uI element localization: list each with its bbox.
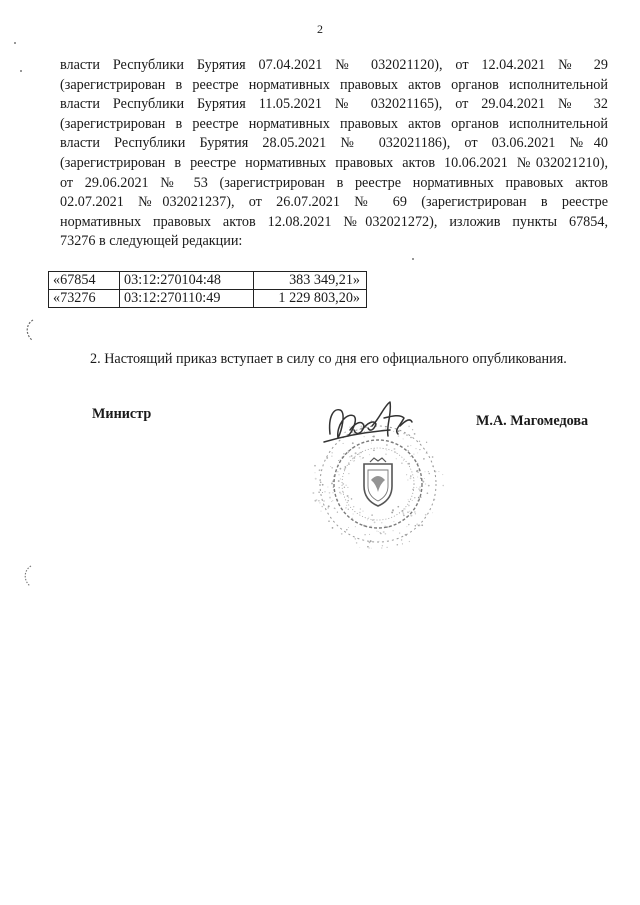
seal-dot (332, 527, 334, 529)
margin-mark-icon (20, 564, 34, 588)
signer-title: Министр (92, 406, 152, 422)
seal-dot (432, 512, 433, 513)
seal-dot (322, 492, 323, 493)
body-line: (зарегистрирован в реестре нормативных правовых актов органов исполнительной (60, 115, 608, 132)
seal-dot (428, 485, 430, 487)
body-line: 73276 в следующей редакции: (60, 233, 243, 250)
seal-dot (403, 513, 405, 515)
seal-dot (410, 437, 411, 438)
seal-dot (403, 438, 404, 439)
seal-dot (315, 472, 316, 473)
seal-dot (320, 481, 322, 483)
seal-dot (377, 531, 378, 532)
seal-dot (355, 526, 356, 527)
seal-dot (327, 487, 328, 488)
seal-dot (360, 459, 361, 460)
seal-dot (368, 517, 369, 518)
seal-dot (348, 509, 349, 510)
seal-dot (345, 507, 347, 509)
seal-dot (339, 487, 340, 488)
body-line: от 29.06.2021 № 53 (зарегистрирован в реестре нормативных правовых актов (60, 174, 608, 191)
margin-dot (20, 70, 22, 72)
seal-dot (442, 474, 443, 475)
seal-dot (391, 511, 393, 513)
cadastral-table (48, 271, 367, 308)
seal-dot (386, 547, 387, 548)
seal-dot (331, 452, 333, 454)
seal-dot (408, 499, 409, 500)
seal-dot (399, 533, 400, 534)
table-cell-value: 1 229 803,20» (254, 290, 367, 308)
seal-dot (331, 482, 333, 484)
seal-dot (316, 499, 318, 501)
seal-dot (386, 444, 388, 446)
seal-dot (419, 486, 421, 488)
table-cell-item: «67854 (49, 272, 120, 290)
seal-dot (415, 525, 417, 527)
seal-dot (381, 522, 382, 523)
seal-dot (315, 478, 317, 480)
seal-dot (362, 457, 363, 458)
seal-dot (346, 529, 347, 530)
seal-dot (327, 507, 329, 509)
seal-dot (413, 453, 414, 454)
seal-dot (338, 474, 339, 475)
seal-dot (338, 460, 339, 461)
seal-dot (369, 454, 370, 455)
seal-dot (432, 456, 434, 458)
seal-dot (368, 547, 369, 548)
seal-dot (410, 515, 412, 517)
seal-dot (341, 533, 343, 535)
seal-dot (423, 458, 425, 460)
seal-dot (371, 420, 372, 421)
body-line: власти Республики Бурятия 07.04.2021 № 032021120), от 12.04.2021 № 29 (60, 57, 608, 73)
seal-dot (355, 452, 357, 454)
table-row (49, 272, 367, 290)
seal-dot (321, 511, 322, 512)
seal-dot (356, 542, 358, 544)
seal-dot (398, 435, 399, 436)
seal-dot (344, 456, 345, 457)
seal-dot (346, 505, 347, 506)
seal-dot (371, 443, 372, 444)
seal-dot (353, 506, 354, 507)
clause-2: 2. Настоящий приказ вступает в силу со дня его официального опубликования. (90, 351, 567, 367)
seal-dot (382, 545, 383, 546)
seal-dot (338, 480, 340, 482)
body-line: власти Республики Бурятия 28.05.2021 № 032021186), от 03.06.2021 №40 (60, 135, 608, 152)
seal-dot (322, 484, 324, 486)
seal-dot (425, 514, 427, 516)
seal-dot (371, 548, 372, 549)
seal-dot (422, 481, 424, 483)
body-line: (зарегистрирован в реестре нормативных правовых актов органов исполнительной (60, 76, 608, 93)
seal-dot (367, 520, 368, 521)
seal-dot (385, 427, 387, 429)
seal-dot (373, 436, 375, 438)
seal-dot (416, 487, 417, 488)
seal-dot (354, 460, 355, 461)
seal-dot (426, 442, 427, 443)
coat-of-arms-icon (364, 458, 392, 506)
seal-dot (359, 547, 360, 548)
seal-dot (322, 506, 323, 507)
seal-dot (358, 453, 360, 455)
seal-icon (300, 396, 480, 556)
seal-dot (355, 538, 356, 539)
seal-dot (419, 449, 420, 450)
seal-dot (393, 431, 394, 432)
seal-dot (347, 487, 348, 488)
seal-dot (429, 473, 430, 474)
seal-dot (359, 512, 361, 514)
seal-dot (418, 488, 420, 490)
seal-dot (332, 500, 333, 501)
seal-dot (397, 544, 399, 546)
seal-dot (385, 454, 386, 455)
seal-dot (328, 505, 330, 507)
seal-dot (344, 466, 346, 468)
seal-dot (348, 473, 349, 474)
seal-dot (359, 456, 360, 457)
seal-dot (408, 450, 409, 451)
seal-dot (347, 500, 349, 502)
seal-dot (337, 511, 338, 512)
seal-dot (403, 460, 404, 461)
seal-dot (419, 489, 420, 490)
seal-dot (340, 468, 342, 470)
seal-dot (424, 478, 425, 479)
seal-dot (312, 492, 314, 494)
seal-dot (318, 500, 320, 502)
seal-dot (406, 434, 408, 436)
seal-dot (347, 495, 349, 497)
seal-dot (425, 483, 426, 484)
seal-dot (353, 513, 354, 514)
seal-dot (364, 431, 365, 432)
seal-dot (410, 477, 412, 479)
seal-dot (351, 498, 353, 500)
seal-dot (344, 432, 345, 433)
seal-dot (426, 451, 427, 452)
seal-dot (396, 458, 397, 459)
seal-dot (348, 527, 349, 528)
seal-dot (369, 534, 370, 535)
seal-dot (398, 430, 400, 432)
seal-dot (378, 531, 379, 532)
body-line: нормативных правовых актов 12.08.2021 №032021272), изложив пункты 67854, (60, 213, 608, 230)
seal-dot (380, 533, 382, 535)
page-number: 2 (317, 22, 323, 36)
seal-dot (349, 427, 350, 428)
seal-dot (416, 448, 417, 449)
seal-dot (364, 436, 365, 437)
seal-dot (405, 508, 406, 509)
seal-dot (438, 471, 439, 472)
seal-dot (331, 501, 332, 502)
seal-dot (385, 525, 386, 526)
seal-dot (410, 475, 411, 476)
seal-dot (421, 524, 423, 526)
seal-dot (383, 531, 385, 533)
seal-dot (410, 456, 411, 457)
seal-dot (324, 491, 325, 492)
seal-dot (373, 449, 375, 451)
table-cell-item: «73276 (49, 290, 120, 308)
seal-dot (412, 500, 413, 501)
seal-dot (337, 471, 338, 472)
seal-dot (353, 461, 354, 462)
seal-dot (417, 472, 418, 473)
seal-dot (412, 429, 413, 430)
seal-dot (403, 515, 405, 517)
seal-dot (326, 457, 328, 459)
seal-dot (425, 471, 426, 472)
seal-dot (331, 456, 332, 457)
seal-dot (406, 474, 407, 475)
seal-dot (367, 546, 369, 548)
seal-dot (381, 547, 382, 548)
seal-dot (442, 485, 444, 487)
seal-dot (372, 519, 374, 521)
seal-dot (343, 443, 344, 444)
seal-dot (318, 492, 319, 493)
seal-dot (358, 447, 360, 449)
seal-dot (395, 451, 396, 452)
seal-dot (402, 543, 403, 544)
seal-dot (408, 505, 410, 507)
seal-dot (344, 468, 346, 470)
seal-dot (408, 463, 410, 465)
seal-dot (427, 492, 429, 494)
seal-dot (353, 457, 355, 459)
seal-dot (340, 478, 341, 479)
seal-dot (374, 522, 376, 524)
table-cell-value: 383 349,21» (254, 272, 367, 290)
seal-dot (342, 483, 344, 485)
seal-dot (393, 521, 394, 522)
body-line: 02.07.2021 №032021237), от 26.07.2021 № 69 (зарегистрирован в реестре (60, 194, 608, 211)
seal-dot (414, 497, 415, 498)
seal-dot (352, 442, 354, 444)
seal-dot (339, 492, 341, 494)
seal-dot (403, 433, 404, 434)
seal-dot (407, 512, 408, 513)
seal-dot (323, 500, 324, 501)
seal-dot (419, 490, 421, 492)
table-cell-cadastral-number: 03:12:270110:49 (120, 290, 254, 308)
seal-dot (333, 476, 334, 477)
seal-dot (386, 450, 387, 451)
seal-dot (349, 456, 350, 457)
seal-dot (360, 426, 362, 428)
seal-dot (401, 539, 402, 540)
seal-dot (363, 511, 364, 512)
seal-dot (352, 460, 353, 461)
seal-dot (393, 530, 394, 531)
seal-dot (335, 508, 336, 509)
seal-dot (340, 493, 341, 494)
seal-dot (344, 487, 345, 488)
seal-dot (406, 526, 407, 527)
seal-dot (428, 471, 429, 472)
table-cell-cadastral-number: 03:12:270104:48 (120, 272, 254, 290)
body-paragraph (60, 56, 608, 252)
seal-dot (414, 511, 416, 513)
seal-dot (352, 518, 353, 519)
margin-dot (412, 258, 414, 260)
seal-dot (409, 541, 410, 542)
seal-dot (314, 465, 316, 467)
seal-dot (319, 502, 320, 503)
seal-dot (414, 433, 416, 435)
seal-dot (331, 467, 333, 469)
body-line: (зарегистрирован в реестре нормативных правовых актов 10.06.2021 №032021210), (60, 154, 608, 171)
seal-dot (346, 485, 347, 486)
seal-dot (364, 534, 365, 535)
seal-dot (410, 445, 411, 446)
seal-dot (416, 523, 418, 525)
margin-dot (14, 42, 16, 44)
seal-dot (397, 506, 399, 508)
seal-dot (409, 511, 410, 512)
seal-dot (345, 432, 346, 433)
seal-dot (330, 466, 331, 467)
seal-dot (328, 520, 330, 522)
seal-dot (319, 470, 320, 471)
seal-dot (419, 441, 420, 442)
seal-dot (407, 445, 409, 447)
signer-name: М.А. Магомедова (476, 413, 589, 429)
seal-dot (408, 426, 410, 428)
seal-dot (360, 508, 361, 509)
seal-dot (408, 524, 409, 525)
seal-dot (394, 448, 396, 450)
seal-dot (415, 513, 416, 514)
seal-dot (385, 533, 387, 535)
seal-dot (370, 526, 371, 527)
seal-dot (329, 492, 331, 494)
seal-dot (329, 497, 331, 499)
seal-dot (417, 470, 419, 472)
body-line: власти Республики Бурятия 11.05.2021 № 032021165), от 29.04.2021 № 32 (60, 96, 608, 113)
seal-dot (360, 452, 361, 453)
seal-dot (407, 480, 408, 481)
table-row (49, 290, 367, 308)
seal-dot (351, 455, 353, 457)
seal-dot (348, 463, 350, 465)
margin-mark-icon (22, 318, 36, 342)
seal-dot (417, 477, 418, 478)
seal-dot (401, 462, 403, 464)
seal-dot (348, 497, 349, 498)
seal-dot (343, 453, 344, 454)
seal-dot (417, 452, 418, 453)
seal-dot (371, 514, 373, 516)
seal-dot (392, 509, 394, 511)
seal-dot (418, 497, 419, 498)
seal-dot (332, 492, 333, 493)
